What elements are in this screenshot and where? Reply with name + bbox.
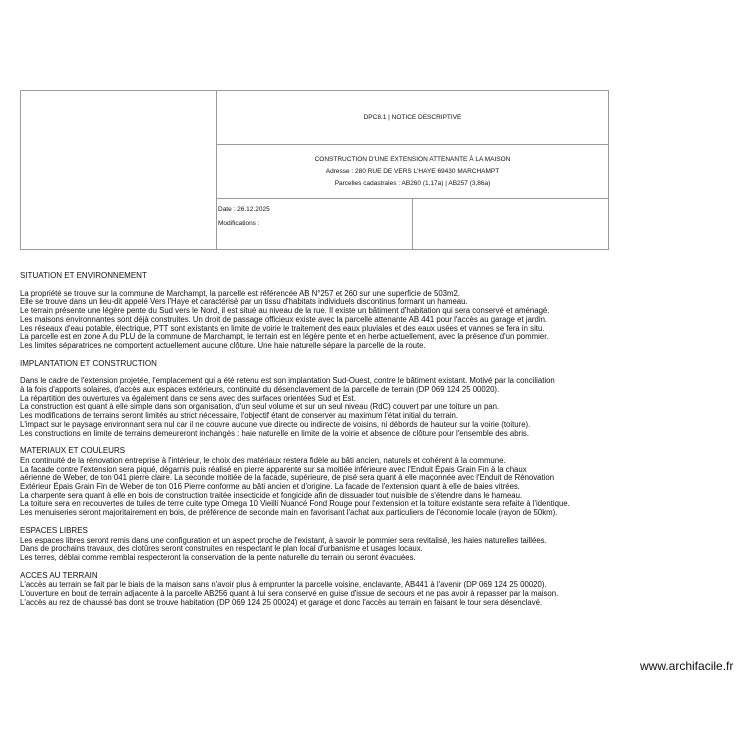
section-title: IMPLANTATION ET CONSTRUCTION <box>20 358 157 368</box>
paragraph-line: La facade contre l'extension sera piqué, dégarnis puis réalisé en pierre apparente sur sa moitiée inférieure avec l'Enduit Épais Grain Fin à la chaux <box>20 464 527 474</box>
archifacile-watermark: www.archifacile.fr <box>640 659 734 673</box>
section-free-spaces <box>20 527 720 563</box>
paragraph-line: Les constructions en limite de terrains demeureront inchangés : haie naturelle en limite de la voirie et absence de clôture pour l'ensemble des abris. <box>20 428 530 438</box>
project-address: Adresse : 280 RUE DE VERS L'HAYE 69430 MARCHAMPT <box>325 168 500 175</box>
cadastral-parcels: Parcelles cadastrales : AB260 (1,17a) | AB257 (3,86a) <box>334 180 491 187</box>
section-title: MATERIAUX ET COULEURS <box>20 446 126 456</box>
paragraph-line: Les réseaux d'eau potable, électrique, PTT sont existants en limite de voirie le traitement des eaux pluviales et des eaux usées et vannes se fera in situ. <box>20 323 545 333</box>
paragraph-line: Les modifications de terrains seront limités au strict nécessaire, l'objectif étant de conserver au maximum l'état initial du terrain. <box>20 411 459 421</box>
paragraph-line: L'accès au rez de chaussé bas dont se trouve habitation (DP 069 124 25 00024) et garage et donc l'accès au terrain en faisant le tour sera désenclavé. <box>20 597 543 607</box>
paragraph-line: La toiture sera en recouvertes de tuiles de terre cuite type Omega 10 Vieilli Nuancé Fond Rouge pour l'extension et la toiture existante sera refaite à l'identique. <box>20 499 570 509</box>
paragraph-line: La parcelle est en zone A du PLU de la commune de Marchampt, le terrain est en légère pente et en herbe actuellement, avec la présence d'un pommier. <box>20 332 549 342</box>
paragraph-line: La répartition des ouvertures va également dans ce sens avec des surfaces orientées Sud et Est. <box>20 393 356 403</box>
section-situation <box>20 272 720 351</box>
section-implantation <box>20 360 720 439</box>
document-date: Date : 26.12.2025 <box>218 206 270 213</box>
section-title: ESPACES LIBRES <box>20 525 88 535</box>
section-title: SITUATION ET ENVIRONNEMENT <box>20 271 147 280</box>
paragraph-line: Extérieur Épais Grain Fin de Weber de ton 016 Pierre conforme au bâti ancien et d'origine. La facade de l'extension quant à elle de baies vitrées. <box>20 482 520 492</box>
paragraph-line: Dans de prochains travaux, des clotûres seront construites en respectant le plan local d'urbanisme et usages locaux. <box>20 544 423 554</box>
paragraph-line: Elle se trouve dans un lieu-dit appelé Vers l'Haye et caractérisé par un tissu d'habitats individuels discontinus formant un hameau. <box>20 297 468 307</box>
paragraph-line: Les limites séparatrices ne comportent actuellement aucune clôture. Une haie naturelle sépare la parcelle de la route. <box>20 340 426 350</box>
empty-cell <box>414 199 608 249</box>
paragraph-line: Les terres, déblai comme remblai respecteront la conservation de la pente naturelle du terrain ou seront évacuées. <box>20 552 416 562</box>
paragraph-line: La propriété se trouve sur la commune de Marchampt, la parcelle est référencée AB N°257 et 260 sur une superficie de 503m2. <box>20 288 460 298</box>
paragraph-line: L'ouverture en bout de terrain adjacente à la parcelle AB256 quant à lui sera conservé en guise d'issue de secours et ne pas avoir à repasser par la maison. <box>20 589 559 599</box>
project-title: CONSTRUCTION D'UNE EXTENSION ATTENANTE À LA MAISON <box>314 156 511 163</box>
title-block <box>20 90 609 250</box>
paragraph-line: à la fois d'apports solaires, d'accès aux espaces extérieurs, continuité du désenclavement de la parcelle de terrain (DP 069 124 25 00020). <box>20 385 500 395</box>
paragraph-line: L'impact sur le paysage environnant sera nul car il ne couvre aucune vue directe ou indirecte de voisins, ni débords de hauteur sur la voirie (toiture). <box>20 419 531 429</box>
document-reference-cell <box>217 91 608 145</box>
paragraph-line: En continuité de la rénovation entreprise à l'intérieur, le choix des matériaux restera fidèle au bâti ancien, naturels et cohérent à la commune. <box>20 455 506 465</box>
paragraph-line: Les espaces libres seront remis dans une configuration et un aspect proche de l'existant, à savoir le pommier sera revitalisé, les haies naturelles taillées. <box>20 535 547 545</box>
section-title: ACCES AU TERRAIN <box>20 570 98 580</box>
project-info-cell <box>217 145 608 199</box>
modifications-label: Modifications : <box>218 220 260 227</box>
document-reference: DPC8.1 | NOTICE DESCRIPTIVE <box>363 114 462 121</box>
paragraph-line: aérienne de Weber, de ton 041 pierre claire. La seconde moitiée de la facade, supérieure, de pisé sera quant à elle maçonnée avec l'Enduit de Rénovation <box>20 473 555 483</box>
section-materials <box>20 447 720 518</box>
section-access <box>20 572 720 608</box>
date-cell <box>217 199 413 249</box>
paragraph-line: Dans le cadre de l'extension projetée, l'emplacement qui a été retenu est son implantation Sud-Ouest, contre le bâtiment existant. Motivé par la conciliation <box>20 376 555 386</box>
paragraph-line: La charpente sera quant à elle en bois de construction traitée insecticide et fongicide afin de dissuader tout nuisible de s'étendre dans le hameau. <box>20 490 523 500</box>
paragraph-line: L'accès au terrain se fait par le biais de la maison sans n'avoir plus à emprunter la parcelle voisine, enclavante, AB441 à l'avenir (DP 069 124 25 00020). <box>20 580 547 590</box>
document-body <box>20 272 720 617</box>
paragraph-line: Les menuiseries seront majoritairement en bois, de préférence de seconde main en favorisant l'achat aux particuliers de l'économie locale (rayon de 50km). <box>20 508 558 518</box>
logo-cell <box>21 91 217 249</box>
paragraph-line: Le terrain présente une légère pente du Sud vers le Nord, il est situé au niveau de la rue. Il existe un bâtiment d'habitation qui sera conservé et aménagé. <box>20 306 550 316</box>
paragraph-line: Les maisons environnantes sont déjà construites. Un droit de passage officieux existe avec la parcelle attenante AB 441 pour l'accès au garage et jardin. <box>20 314 548 324</box>
paragraph-line: La construction est quant à elle simple dans son organisation, d'un seul volume et sur un seul niveau (RdC) couvert par une toiture un pan. <box>20 402 500 412</box>
